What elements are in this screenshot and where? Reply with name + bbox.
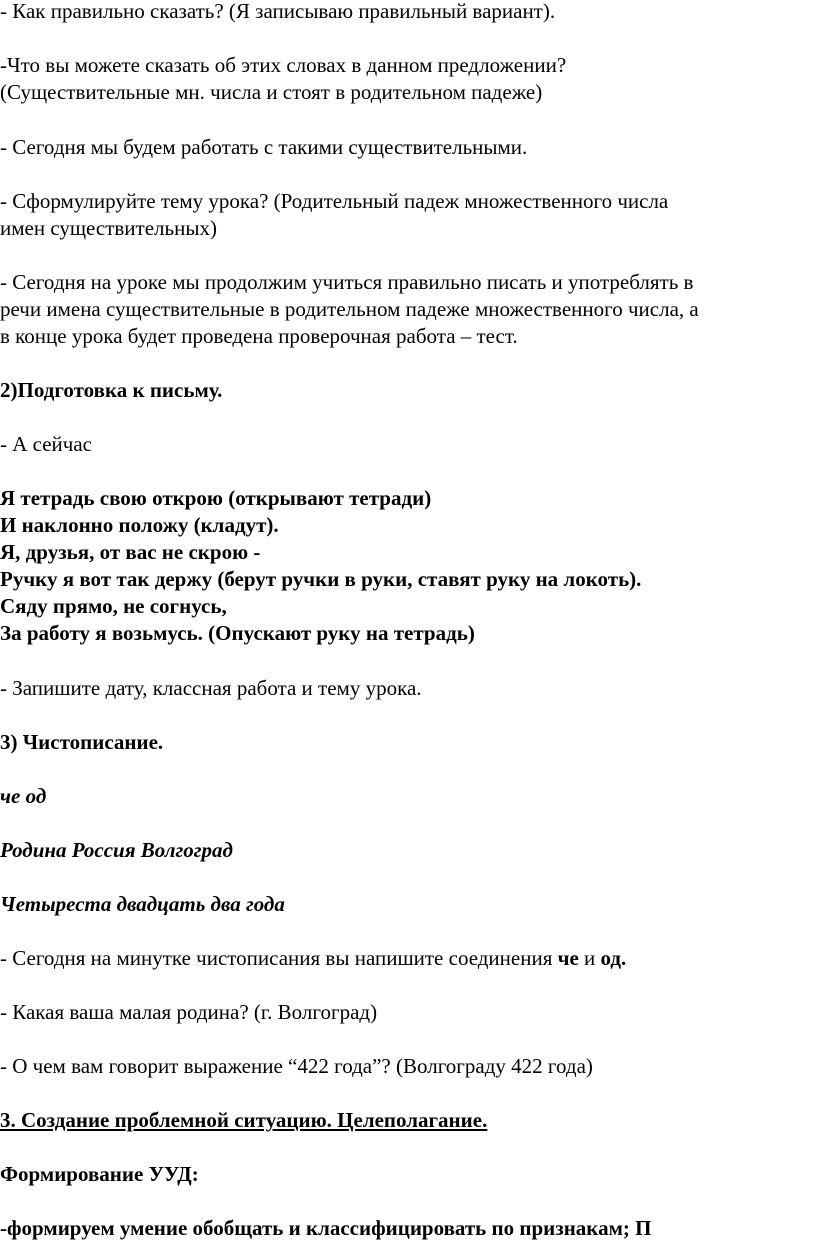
heading-uud: Формирование УУД: xyxy=(0,1162,199,1186)
paragraph-uud-skill: -формируем умение обобщать и классифицировать по признакам; П xyxy=(0,1216,652,1240)
section-heading-writing-prep: 2)Подготовка к письму. xyxy=(0,378,223,402)
paragraph-small-homeland: - Какая ваша малая родина? (г. Волгоград) xyxy=(0,1000,378,1024)
paragraph-answer-words: (Существительные мн. числа и стоят в родительном падеже) xyxy=(0,80,543,104)
poem-line: И наклонно положу (кладут). xyxy=(0,513,279,537)
penmanship-phrase: Четыреста двадцать два года xyxy=(0,892,285,916)
penmanship-instruction-text: - Сегодня на минутке чистописания вы напишите соединения xyxy=(0,946,558,970)
penmanship-combo-che: че xyxy=(557,946,579,970)
poem-line: За работу я возьмусь. (Опускают руку на тетрадь) xyxy=(0,621,475,645)
paragraph-goals-line2: речи имена существительные в родительном падеже множественного числа, а xyxy=(0,297,699,321)
penmanship-combo-od: од. xyxy=(600,946,627,970)
section-heading-penmanship: 3) Чистописание. xyxy=(0,730,164,754)
paragraph-topic-line2: имен существительных) xyxy=(0,216,217,240)
paragraph-question-words: -Что вы можете сказать об этих словах в данном предложении? xyxy=(0,53,567,77)
poem-line: Я тетрадь свою открою (открывают тетради) xyxy=(0,486,432,510)
paragraph-goals-line1: - Сегодня на уроке мы продолжим учиться правильно писать и употреблять в xyxy=(0,270,694,294)
penmanship-letters: че од xyxy=(0,784,47,808)
penmanship-words: Родина Россия Волгоград xyxy=(0,838,233,862)
penmanship-and: и xyxy=(578,946,601,970)
paragraph-today-work: - Сегодня мы будем работать с такими существительными. xyxy=(0,135,528,159)
paragraph-goals-line3: в конце урока будет проведена проверочная работа – тест. xyxy=(0,324,518,348)
paragraph-write-date: - Запишите дату, классная работа и тему урока. xyxy=(0,676,422,700)
poem-line: Сяду прямо, не согнусь, xyxy=(0,594,227,618)
paragraph-now: - А сейчас xyxy=(0,432,92,456)
paragraph-penmanship-minute xyxy=(0,945,626,972)
paragraph-topic-line1: - Сформулируйте тему урока? (Родительный падеж множественного числа xyxy=(0,189,669,213)
section-heading-problem-situation: 3. Создание проблемной ситуацию. Целеполагание. xyxy=(0,1108,488,1132)
poem-line: Я, друзья, от вас не скрою - xyxy=(0,540,261,564)
paragraph-question-correct: - Как правильно сказать? (Я записываю правильный вариант). xyxy=(0,0,556,23)
poem-line: Ручку я вот так держу (берут ручки в руки, ставят руку на локоть). xyxy=(0,567,642,591)
paragraph-422-years: - О чем вам говорит выражение “422 года”? (Волгограду 422 года) xyxy=(0,1054,593,1078)
